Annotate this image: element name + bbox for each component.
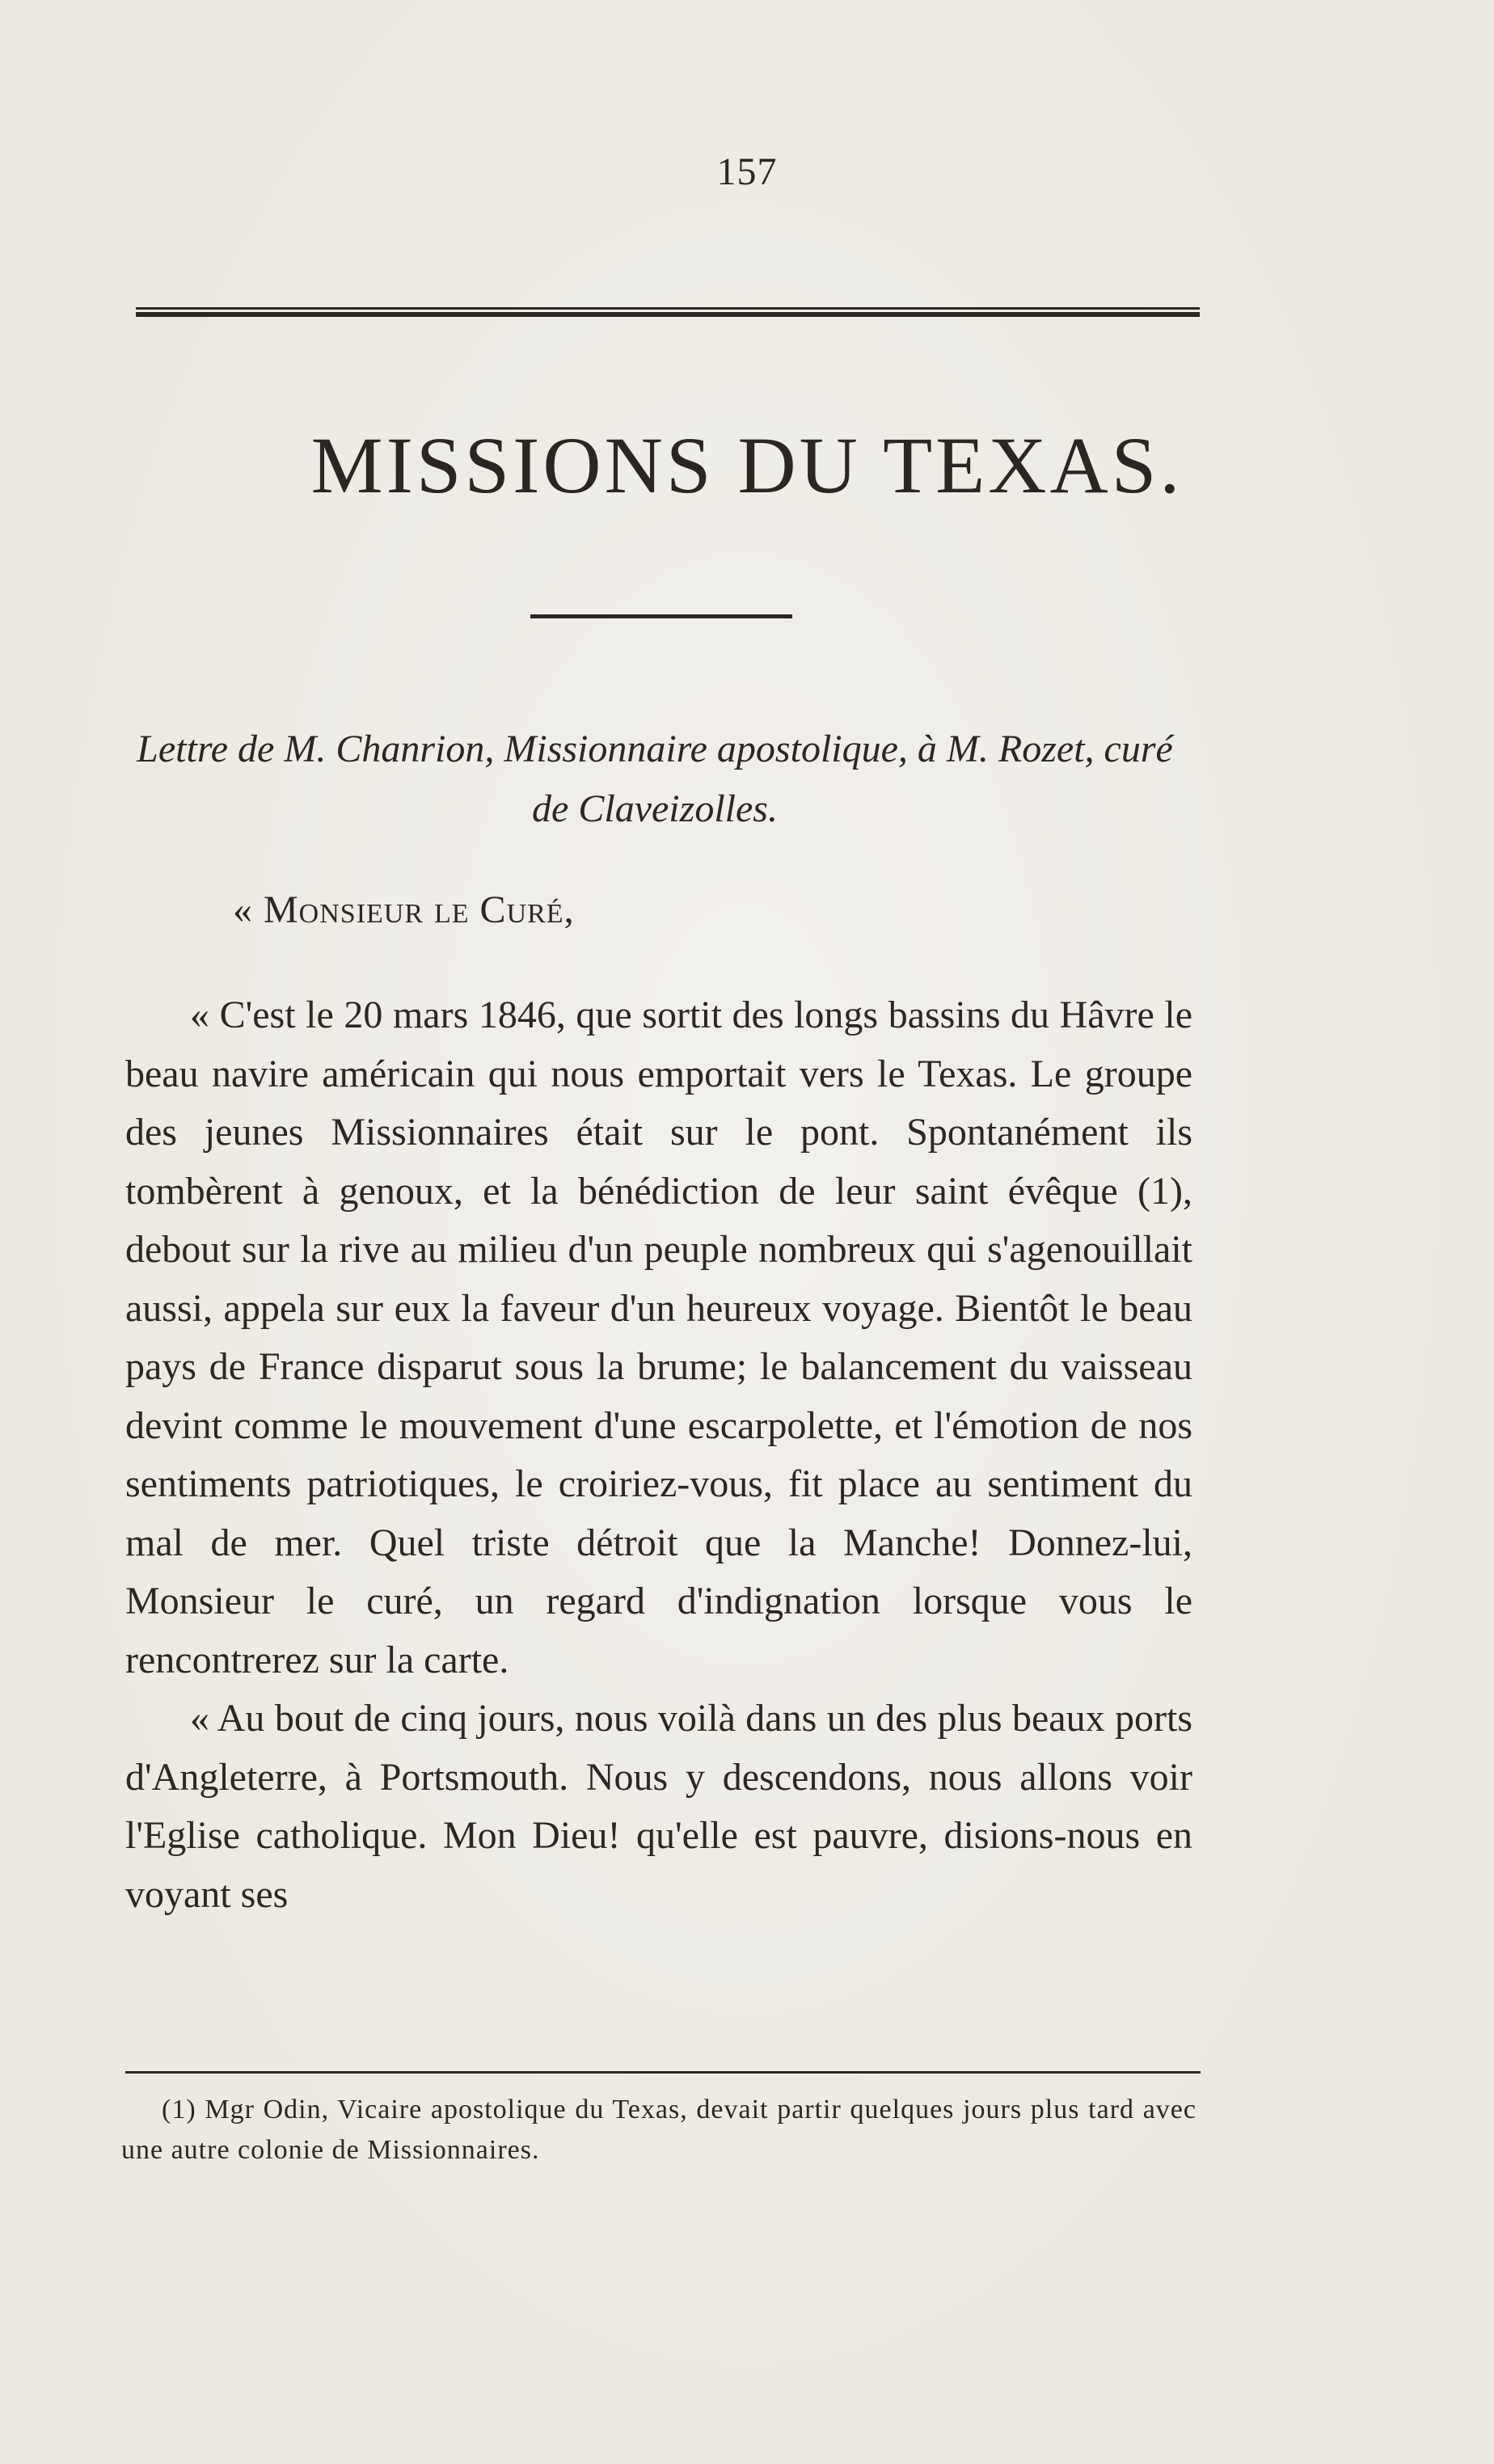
page-number: 157	[716, 150, 778, 193]
body-text	[125, 986, 1192, 1924]
footnote-rule	[125, 2071, 1201, 2074]
header-double-rule	[136, 307, 1200, 317]
salutation	[233, 888, 575, 932]
letter-subtitle: Lettre de M. Chanrion, Missionnaire apostolique, à M. Rozet, curé de Claveizolles.	[137, 728, 1173, 830]
chapter-title: MISSIONS DU TEXAS.	[310, 420, 1184, 510]
paragraph: « Au bout de cinq jours, nous voilà dans un des plus beaux ports d'Angleterre, à Portsmouth. Nous y descendons, nous allons voir l'Eglise catholique. Mon Dieu! qu'elle est pauvre, disions-nous en voyant ses	[125, 1697, 1192, 1916]
title-separator-rule	[530, 614, 792, 618]
footnote-text: (1) Mgr Odin, Vicaire apostolique du Texas, devait partir quelques jours plus tard avec une autre colonie de Missionnaires.	[121, 2095, 1196, 2165]
salutation-quote: «	[233, 888, 253, 931]
footnote	[121, 2090, 1196, 2171]
salutation-words: Monsieur le Curé,	[264, 888, 575, 931]
paragraph: « C'est le 20 mars 1846, que sortit des longs bassins du Hâvre le beau navire américain qui nous emportait vers le Texas. Le groupe des jeunes Missionnaires était sur le pont. Spontanément ils tombèrent à genoux, et la bénédiction de leur saint évêque (1), debout sur la rive au milieu d'un peuple nombreux qui s'agenouillait aussi, appela sur eux la faveur d'un heureux voyage. Bientôt le beau pays de France disparut sous la brume; le balancement du vaisseau devint comme le mouvement d'une escarpolette, et l'émotion de nos sentiments patriotiques, le croiriez-vous, fit place au sentiment du mal de mer. Quel triste détroit que la Manche! Donnez-lui, Monsieur le curé, un regard d'indignation lorsque vous le rencontrerez sur la carte.	[125, 994, 1192, 1681]
